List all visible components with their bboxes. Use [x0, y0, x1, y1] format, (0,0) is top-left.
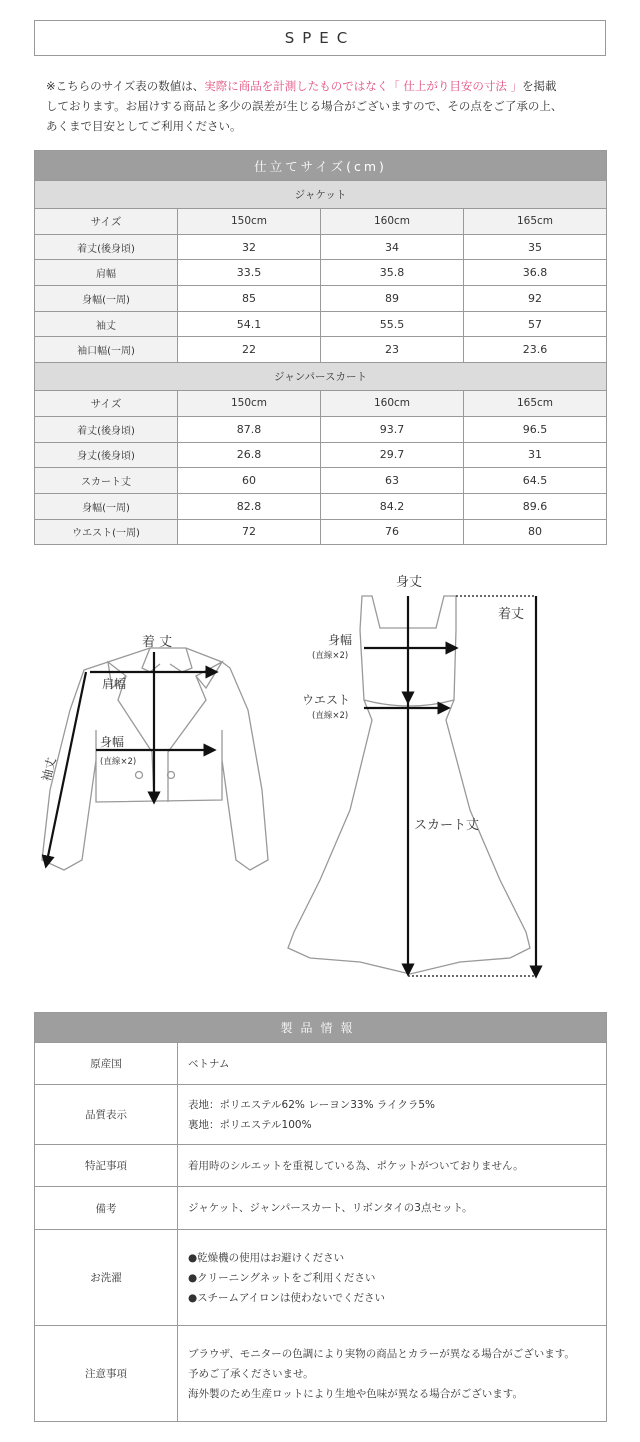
row-label: 身幅(一周) — [35, 493, 178, 519]
section-jumper-skirt: ジャンパースカート — [35, 363, 607, 391]
jacket-length-label: 着 丈 — [142, 635, 173, 650]
row-label: ウエスト(一周) — [35, 519, 178, 545]
info-value: 海外製のため生産ロットにより生地や色味が異なる場合がございます。 — [188, 1387, 523, 1400]
info-value: ●スチームアイロンは使わないでください — [188, 1291, 386, 1304]
info-key: 特記事項 — [35, 1145, 178, 1187]
measurement-diagram — [0, 560, 640, 1000]
cell: 22 — [178, 337, 321, 363]
jacket-shoulder-label: 肩幅 — [102, 677, 127, 691]
cell: 54.1 — [178, 311, 321, 337]
cell: 76 — [321, 519, 464, 545]
cell: 23.6 — [464, 337, 607, 363]
dress-waist-note: (直線×2) — [312, 711, 349, 721]
cell: 72 — [178, 519, 321, 545]
info-row-remarks — [35, 1187, 607, 1230]
info-row-material — [35, 1085, 607, 1145]
table-row — [35, 468, 607, 494]
cell: 87.8 — [178, 416, 321, 442]
dress-total-length-label: 着丈 — [498, 607, 525, 622]
info-value: ジャケット、ジャンパースカート、リボンタイの3点セット。 — [188, 1202, 473, 1214]
cell: 31 — [464, 442, 607, 468]
product-info-table — [34, 1012, 607, 1422]
size-notice — [46, 76, 602, 136]
dress-body-length-label: 身丈 — [396, 575, 423, 590]
row-label: 着丈(後身頃) — [35, 234, 178, 260]
row-label: 身幅(一周) — [35, 286, 178, 312]
cell: 92 — [464, 286, 607, 312]
info-key: 品質表示 — [35, 1085, 178, 1145]
cell: 82.8 — [178, 493, 321, 519]
info-row-notes — [35, 1145, 607, 1187]
table-row — [35, 234, 607, 260]
cell: 57 — [464, 311, 607, 337]
info-value: ●乾燥機の使用はお避けください — [188, 1251, 345, 1264]
size-table — [34, 150, 607, 545]
cell: 55.5 — [321, 311, 464, 337]
info-value: ブラウザ、モニターの色調により実物の商品とカラーが異なる場合がございます。 — [188, 1347, 575, 1360]
cell: 34 — [321, 234, 464, 260]
notice-line2: しております。お届けする商品と多少の誤差が生じる場合がございますので、その点をご了承の上、 — [46, 99, 563, 113]
header-150: 150cm — [178, 209, 321, 235]
row-label: 袖丈 — [35, 311, 178, 337]
cell: 89.6 — [464, 493, 607, 519]
table-row — [35, 286, 607, 312]
header-size: サイズ — [35, 391, 178, 417]
info-key: お洗濯 — [35, 1230, 178, 1326]
table-row — [35, 442, 607, 468]
table-row — [35, 260, 607, 286]
cell: 29.7 — [321, 442, 464, 468]
info-row-caution — [35, 1326, 607, 1422]
jacket-bust-label: 身幅 — [100, 735, 125, 749]
info-key: 備考 — [35, 1187, 178, 1230]
table-row — [35, 519, 607, 545]
info-value: ●クリーニングネットをご利用ください — [188, 1271, 376, 1284]
cell: 89 — [321, 286, 464, 312]
cell: 35 — [464, 234, 607, 260]
info-key: 原産国 — [35, 1043, 178, 1085]
dress-bust-note: (直線×2) — [312, 651, 349, 661]
table-row — [35, 493, 607, 519]
row-label: 着丈(後身頃) — [35, 416, 178, 442]
info-value: 裏地：ポリエステル100% — [188, 1118, 312, 1131]
dress-waist-label: ウエスト — [302, 693, 351, 707]
product-info-title: 製品情報 — [35, 1013, 607, 1043]
cell: 23 — [321, 337, 464, 363]
info-key: 注意事項 — [35, 1326, 178, 1422]
info-value: ベトナム — [188, 1057, 230, 1070]
cell: 26.8 — [178, 442, 321, 468]
cell: 80 — [464, 519, 607, 545]
info-value: 予めご了承くださいませ。 — [188, 1367, 314, 1380]
cell: 85 — [178, 286, 321, 312]
cell: 96.5 — [464, 416, 607, 442]
dress-skirt-label: スカート丈 — [414, 818, 480, 833]
notice-line3: あくまで目安としてご利用ください。 — [46, 119, 242, 133]
jacket-bust-note: (直線×2) — [100, 757, 137, 767]
table-row — [35, 337, 607, 363]
dress-measure-lines — [364, 596, 536, 976]
cell: 64.5 — [464, 468, 607, 494]
notice-highlight: 実際に商品を計測したものではなく「 仕上がり目安の寸法 」 — [204, 79, 523, 93]
spec-title: SPEC — [34, 20, 606, 56]
cell: 33.5 — [178, 260, 321, 286]
jacket-sleeve-label: 袖丈 — [39, 756, 59, 783]
table-header-row — [35, 391, 607, 417]
info-row-origin — [35, 1043, 607, 1085]
cell: 60 — [178, 468, 321, 494]
header-150: 150cm — [178, 391, 321, 417]
table-header-row — [35, 209, 607, 235]
cell: 63 — [321, 468, 464, 494]
cell: 35.8 — [321, 260, 464, 286]
table-row — [35, 416, 607, 442]
cell: 84.2 — [321, 493, 464, 519]
header-165: 165cm — [464, 209, 607, 235]
dress-bust-label: 身幅 — [328, 633, 353, 647]
cell: 36.8 — [464, 260, 607, 286]
header-size: サイズ — [35, 209, 178, 235]
notice-part1: ※こちらのサイズ表の数値は、 — [46, 79, 205, 93]
cell: 32 — [178, 234, 321, 260]
row-label: 袖口幅(一周) — [35, 337, 178, 363]
size-table-title: 仕立てサイズ(cm) — [35, 151, 607, 181]
row-label: スカート丈 — [35, 468, 178, 494]
info-value: 着用時のシルエットを重視している為、ポケットがついておりません。 — [188, 1159, 524, 1172]
notice-part2: を掲載 — [522, 79, 557, 93]
header-165: 165cm — [464, 391, 607, 417]
header-160: 160cm — [321, 209, 464, 235]
table-row — [35, 311, 607, 337]
header-160: 160cm — [321, 391, 464, 417]
row-label: 肩幅 — [35, 260, 178, 286]
cell: 93.7 — [321, 416, 464, 442]
section-jacket: ジャケット — [35, 181, 607, 209]
info-value: 表地：ポリエステル62% レーヨン33% ライクラ5% — [188, 1098, 436, 1111]
row-label: 身丈(後身頃) — [35, 442, 178, 468]
info-row-washing — [35, 1230, 607, 1326]
